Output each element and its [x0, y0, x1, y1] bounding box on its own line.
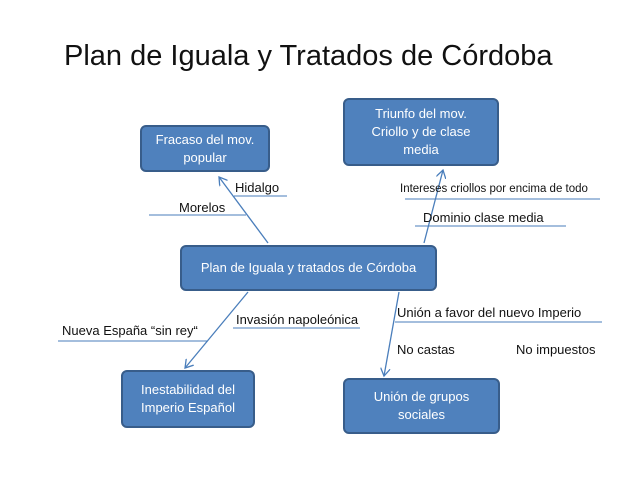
node-bottom-left — [121, 370, 255, 428]
node-bottom-right-text: Unión de grupos sociales — [373, 389, 470, 422]
label-nueva-espana: Nueva España “sin rey“ — [62, 323, 198, 338]
label-no-castas: No castas — [397, 342, 455, 357]
label-intereses: Intereses criollos por encima de todo — [400, 183, 588, 195]
page-title: Plan de Iguala y Tratados de Córdoba — [64, 40, 553, 72]
node-center — [180, 245, 437, 291]
label-union-favor: Unión a favor del nuevo Imperio — [397, 305, 582, 320]
node-bottom-right — [343, 378, 500, 434]
node-center-text: Plan de Iguala y tratados de Córdoba — [200, 260, 417, 275]
node-top-left — [140, 125, 270, 172]
label-morelos: Morelos — [179, 200, 226, 215]
label-invasion: Invasión napoleónica — [236, 312, 359, 327]
node-bottom-left-text: Inestabilidad del Imperio Español — [141, 382, 235, 415]
node-top-right-text: Triunfo del mov. Criollo y de clase media — [371, 106, 471, 157]
label-dominio: Dominio clase media — [423, 210, 544, 225]
node-top-left-text: Fracaso del mov. popular — [155, 131, 255, 165]
label-hidalgo: Hidalgo — [235, 180, 280, 195]
node-top-right — [343, 98, 499, 166]
label-no-impuestos: No impuestos — [516, 342, 596, 357]
